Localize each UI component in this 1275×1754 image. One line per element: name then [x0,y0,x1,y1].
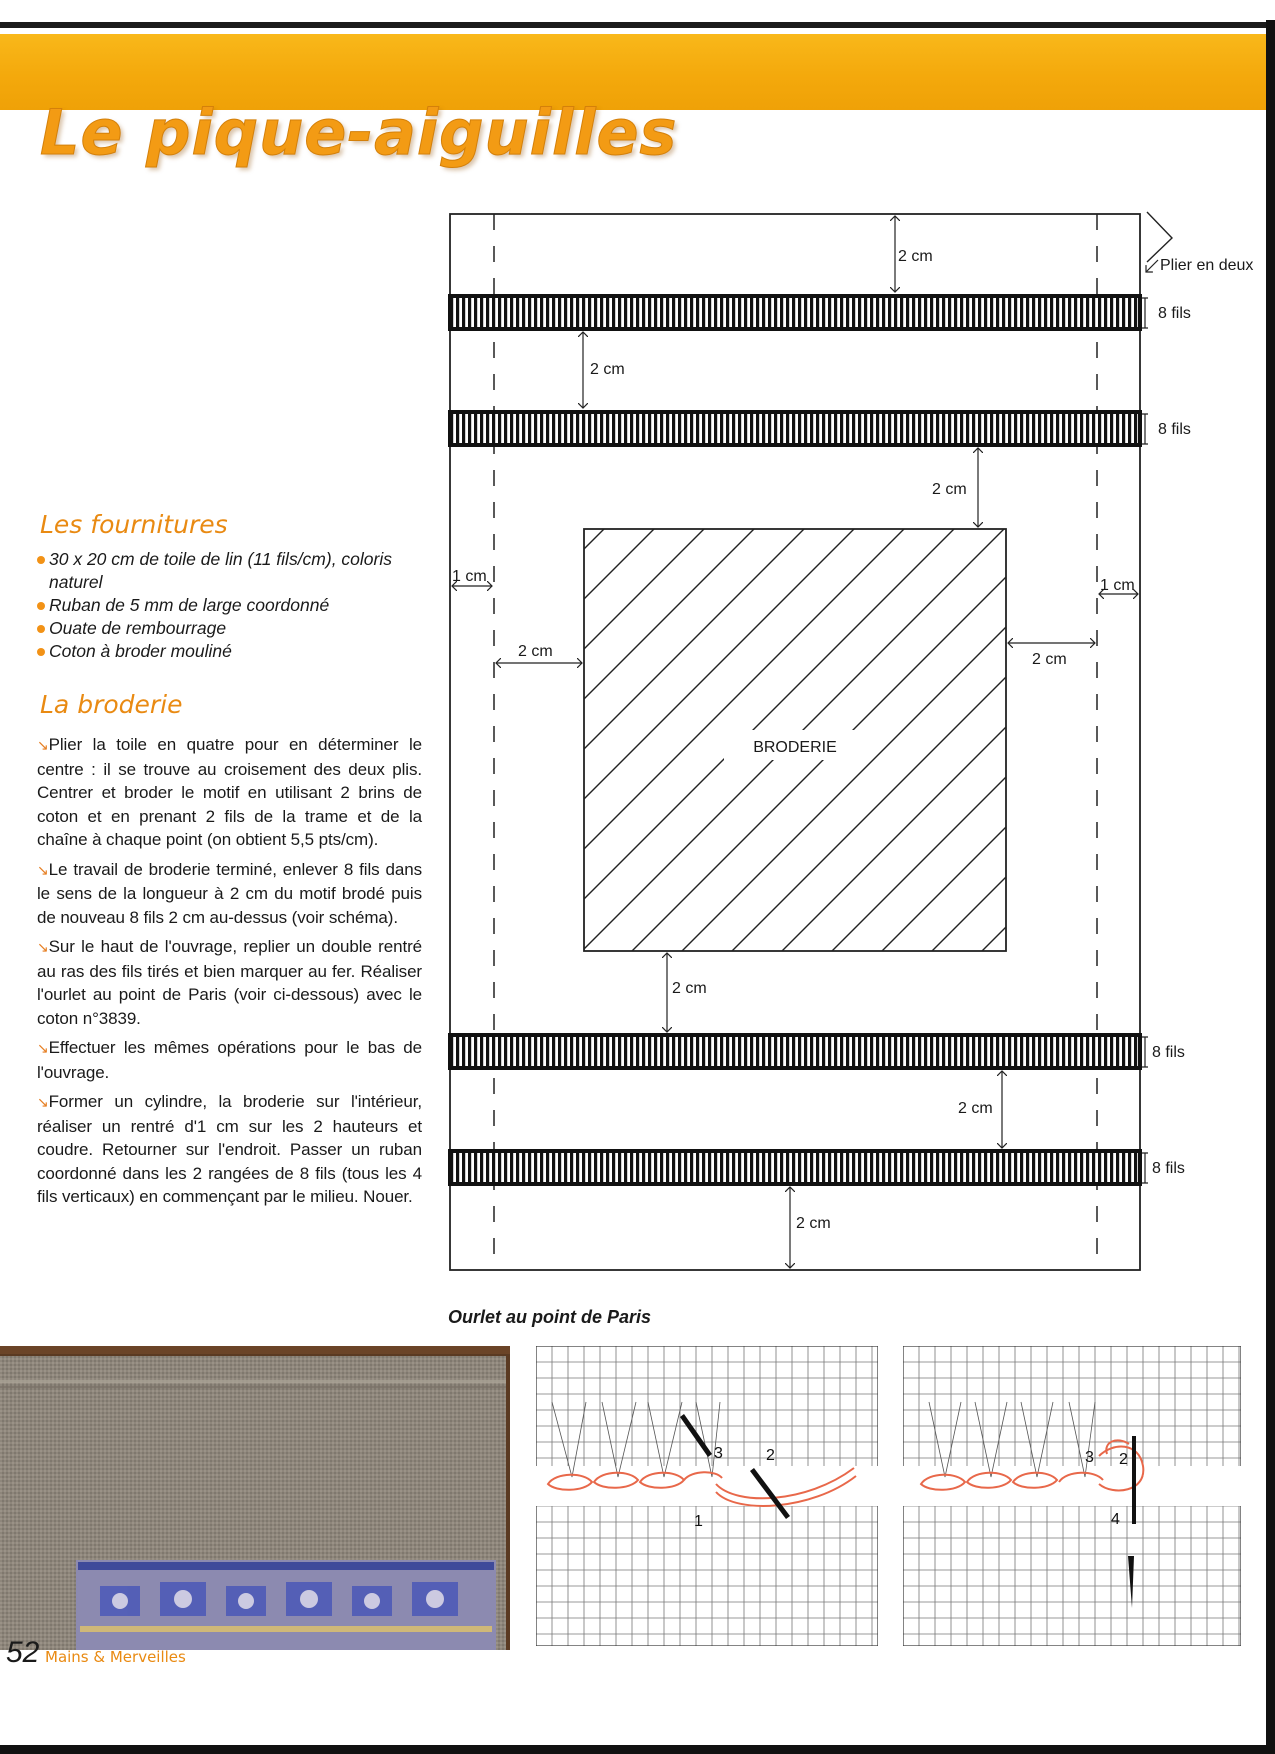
supplies-item: 30 x 20 cm de toile de lin (11 fils/cm), coloris naturel [37,548,427,594]
step-number: 1 [694,1513,703,1530]
step-number: 4 [1111,1511,1120,1528]
hem-step-figure-left [536,1346,878,1646]
dim-label: 2 cm [898,248,933,265]
step-number: 2 [766,1447,775,1464]
top-border [0,22,1275,28]
thread-label: 8 fils [1158,421,1191,438]
embroidery-steps [37,733,422,1215]
layout-diagram [440,200,1275,1280]
supplies-heading: Les fournitures [40,510,228,539]
step-paragraph: ↘Sur le haut de l'ouvrage, replier un double rentré au ras des fils tirés et bien marquer au fer. Réaliser l'ourlet au point de Paris (voir ci-dessous) avec le coton n°3839. [37,937,422,1028]
drawn-thread-band [450,412,1140,445]
hem-step-figure-right [903,1346,1241,1646]
thread-label: 8 fils [1152,1160,1185,1177]
magazine-name: Mains & Merveilles [45,1648,186,1666]
supplies-item: Ouate de rembourrage [37,617,427,640]
scan-edge [1266,20,1275,1754]
scan-edge [0,1745,1275,1754]
step-number: 3 [714,1445,723,1462]
arrow-icon: ↘ [37,861,49,878]
step-paragraph: ↘Former un cylindre, la broderie sur l'intérieur, réaliser un rentré d'1 cm sur les 2 hauteurs et coudre. Retourner sur l'endroit. Passer un ruban coordonné dans les 2 rangées de 8 fils (tous les 4 fils verticaux) en commençant par le milieu. Nouer. [37,1092,422,1206]
thread-label: 8 fils [1158,305,1191,322]
fold-icon [1147,212,1172,262]
fold-label: Plier en deux [1160,257,1254,274]
dim-label: 2 cm [518,643,553,660]
step-paragraph: ↘Plier la toile en quatre pour en déterminer le centre : il se trouve au croisement des deux plis. Centrer et broder le motif en utilisant 2 brins de coton et en prenant 2 fils de la trame et de la chaîne à chaque point (on obtient 5,5 pts/cm). [37,735,422,849]
supplies-item: Ruban de 5 mm de large coordonné [37,594,427,617]
dim-label: 2 cm [590,361,625,378]
supplies-list [37,548,427,663]
thread-bracket [1142,1037,1148,1067]
arrow-icon: ↘ [37,939,49,955]
drawn-thread-band [450,296,1140,329]
embroidery-heading: La broderie [40,690,183,719]
arrow-icon: ↘ [37,737,49,753]
step-number: 2 [1119,1451,1128,1468]
broderie-label: BRODERIE [753,739,837,756]
thread-bracket [1142,414,1148,444]
step-number: 3 [1085,1449,1094,1466]
thread-bracket [1142,298,1148,328]
arrow-icon: ↘ [37,1094,49,1110]
hem-title: Ourlet au point de Paris [448,1307,652,1327]
dim-label: 2 cm [796,1215,831,1232]
dim-label: 1 cm [452,568,487,585]
dim-label: 2 cm [672,980,707,997]
step-paragraph: ↘Le travail de broderie terminé, enlever 8 fils dans le sens de la longueur à 2 cm du motif brodé puis de nouveau 8 fils 2 cm au-dessus (voir schéma). [37,859,422,927]
linen-photo [0,1346,510,1650]
drawn-thread-band [450,1151,1140,1184]
dim-label: 2 cm [932,481,967,498]
thread-bracket [1142,1153,1148,1183]
supplies-item: Coton à broder mouliné [37,640,427,663]
dim-label: 1 cm [1100,577,1135,594]
dim-label: 2 cm [1032,651,1067,668]
thread-label: 8 fils [1152,1044,1185,1061]
arrow-icon: ↘ [37,1040,49,1056]
dim-label: 2 cm [958,1100,993,1117]
drawn-thread-band [450,1035,1140,1068]
step-paragraph: ↘Effectuer les mêmes opérations pour le bas de l'ouvrage. [37,1038,422,1082]
page-number: 52 [6,1636,40,1669]
page-title: Le pique-aiguilles [40,96,678,169]
